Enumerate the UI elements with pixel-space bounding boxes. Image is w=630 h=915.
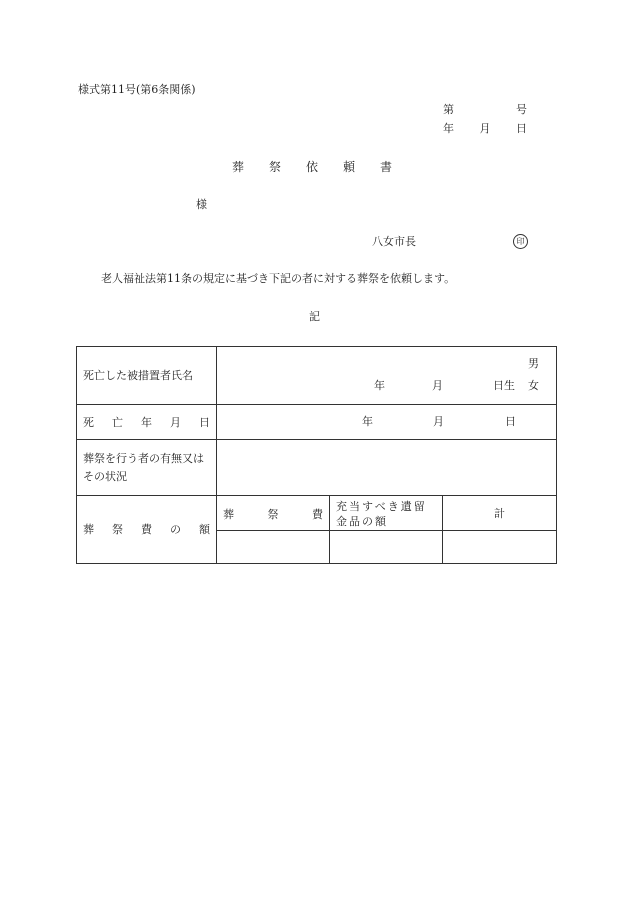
date-month: 月 xyxy=(479,122,491,135)
header-char: 葬 xyxy=(223,508,234,521)
header-funeral-expense xyxy=(217,496,330,531)
birth-day-label: 日生 xyxy=(493,379,515,392)
label-char: 亡 xyxy=(112,416,123,429)
row-death-date xyxy=(77,405,557,440)
label-char: 死 xyxy=(83,416,94,429)
row-funeral-cost-header xyxy=(77,496,557,531)
field-estate-amount[interactable] xyxy=(330,530,443,563)
field-total[interactable] xyxy=(443,530,557,563)
label-deceased-name: 死亡した被措置者氏名 xyxy=(77,347,217,405)
birth-month-label: 月 xyxy=(432,379,443,392)
document-date xyxy=(443,123,527,134)
title-char: 祭 xyxy=(268,160,281,174)
label-char: 日 xyxy=(199,416,210,429)
recipient-suffix: 様 xyxy=(196,198,207,211)
gender-male[interactable]: 男 xyxy=(528,357,539,370)
request-statement: 老人福祉法第11条の規定に基づき下記の者に対する葬祭を依頼します。 xyxy=(101,272,456,285)
death-day-label: 日 xyxy=(505,415,516,428)
death-month-label: 月 xyxy=(433,415,444,428)
label-char: 葬 xyxy=(83,523,94,537)
label-char: 年 xyxy=(141,416,152,429)
row-deceased-name xyxy=(77,347,557,405)
header-char: 費 xyxy=(312,508,323,521)
doc-no-prefix: 第 xyxy=(443,103,454,116)
field-organizer-status[interactable] xyxy=(217,440,557,496)
label-char: 祭 xyxy=(112,523,123,537)
gender-female[interactable]: 女 xyxy=(528,379,539,392)
title-char: 依 xyxy=(305,160,318,174)
doc-no-suffix: 号 xyxy=(516,103,527,116)
label-char: 額 xyxy=(199,523,210,537)
header-estate-amount: 充当すべき遺留金品の額 xyxy=(330,496,443,531)
row-organizer-status xyxy=(77,440,557,496)
label-organizer-status: 葬祭を行う者の有無又はその状況 xyxy=(77,440,217,496)
sender-name: 八女市長 xyxy=(372,235,416,248)
title-char: 頼 xyxy=(342,160,355,174)
header-char: 祭 xyxy=(267,508,279,521)
label-funeral-cost xyxy=(77,496,217,564)
funeral-request-table xyxy=(76,346,557,564)
field-funeral-expense[interactable] xyxy=(217,530,330,563)
seal-mark-icon: 印 xyxy=(513,234,528,249)
label-char: の xyxy=(170,523,181,537)
ki-heading: 記 xyxy=(309,310,320,323)
death-year-label: 年 xyxy=(362,415,373,428)
title-char: 書 xyxy=(379,160,392,174)
label-char: 費 xyxy=(141,523,152,537)
field-death-date[interactable] xyxy=(217,405,557,440)
date-day: 日 xyxy=(516,122,527,135)
page-title xyxy=(232,161,392,173)
header-total: 計 xyxy=(443,496,557,531)
title-char: 葬 xyxy=(232,160,245,174)
label-death-date xyxy=(77,405,217,440)
field-deceased-name[interactable] xyxy=(217,347,557,405)
date-year: 年 xyxy=(443,122,454,135)
birth-year-label: 年 xyxy=(374,379,385,392)
form-number: 様式第11号(第6条関係) xyxy=(78,83,196,96)
document-number xyxy=(443,104,527,115)
label-char: 月 xyxy=(170,416,181,429)
